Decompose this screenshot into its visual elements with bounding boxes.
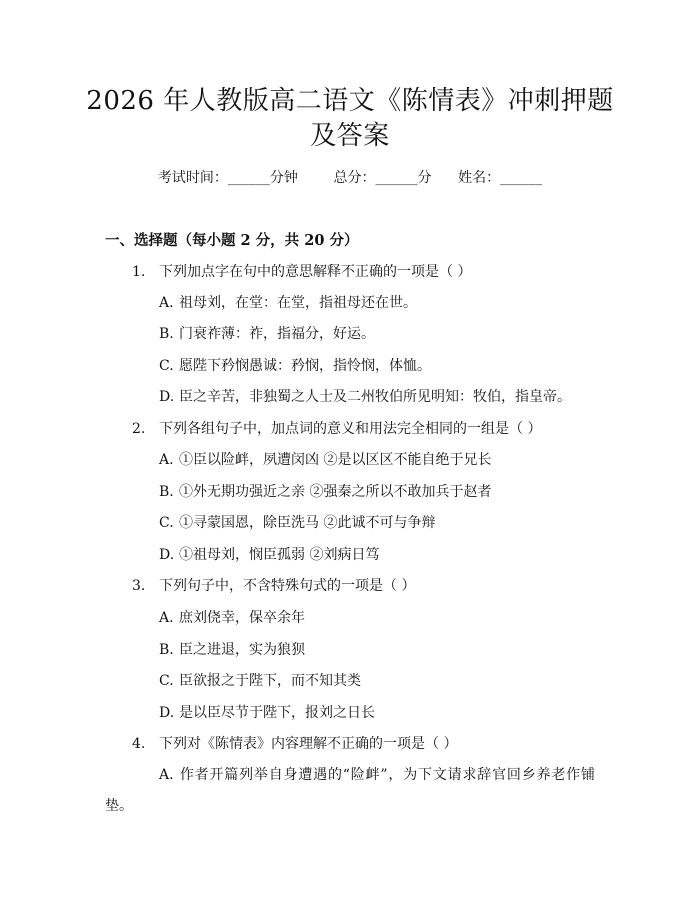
option-text: ①臣以险衅，夙遭闵凶 ②是以区区不能自绝于兄长 — [179, 452, 492, 468]
option-item — [159, 293, 417, 313]
exam-info-line — [0, 168, 700, 188]
option-item — [159, 703, 375, 723]
option-text: ①寻蒙国恩，除臣洗马 ②此诚不可与争辩 — [179, 515, 436, 531]
section-heading: 一、选择题（每小题 2 分，共 20 分） — [105, 232, 359, 249]
option-letter: A. — [159, 610, 174, 626]
time-blank: ______ — [227, 170, 270, 186]
score-blank: ______ — [375, 170, 418, 186]
option-letter: B. — [159, 484, 174, 500]
option-item — [159, 356, 431, 376]
option-letter: D. — [159, 389, 175, 405]
name-label: 姓名： — [458, 170, 501, 186]
score-label: 总分： — [333, 170, 376, 186]
option-item — [159, 608, 305, 628]
option-text: 祖母刘，在堂：在堂，指祖母还在世。 — [179, 295, 417, 311]
option-item — [105, 760, 595, 822]
option-item — [159, 450, 491, 470]
time-label: 考试时间： — [157, 170, 228, 186]
question-stem: 下列各组句子中，加点词的意义和用法完全相同的一组是（ ） — [159, 421, 542, 437]
question-stem: 下列对《陈情表》内容理解不正确的一项是（ ） — [159, 736, 458, 752]
option-item — [159, 482, 491, 502]
option-text: 臣欲报之于陛下，而不知其类 — [179, 673, 361, 689]
option-text: 是以臣尽节于陛下，报刘之日长 — [179, 705, 375, 721]
question-number: 2. — [132, 421, 146, 437]
option-text: 臣之辛苦，非独蜀之人士及二州牧伯所见明知：牧伯，指皇帝。 — [179, 389, 571, 405]
option-text: 臣之进退，实为狼狈 — [179, 642, 305, 658]
name-blank: ______ — [500, 170, 543, 186]
option-text: ①祖母刘，悯臣孤弱 ②刘病日笃 — [179, 547, 380, 563]
question-number: 3. — [132, 578, 146, 594]
option-letter: B. — [159, 642, 174, 658]
option-item — [159, 545, 379, 565]
option-text: 愿陛下矜悯愚诚：矜悯，指怜悯，体恤。 — [179, 358, 431, 374]
question-stem: 下列句子中，不含特殊句式的一项是（ ） — [159, 578, 416, 594]
option-item — [159, 671, 361, 691]
option-item — [159, 640, 305, 660]
document-title-line-2: 及答案 — [310, 121, 390, 151]
option-item — [159, 513, 435, 533]
option-text: 庶刘侥幸，保卒余年 — [179, 610, 305, 626]
question-stem: 下列加点字在句中的意思解释不正确的一项是（ ） — [159, 264, 472, 280]
document-title-line-1: 2026 年人教版高二语文《陈情表》冲刺押题 — [86, 86, 614, 116]
option-letter: C. — [159, 358, 174, 374]
score-unit: 分 — [417, 170, 432, 186]
option-letter: B. — [159, 326, 174, 342]
option-text: 作者开篇列举自身遭遇的“险衅”，为下文请求辞官回乡养老作铺垫。 — [105, 767, 595, 814]
option-letter: A. — [159, 767, 174, 783]
option-letter: A. — [159, 452, 174, 468]
question-number: 1. — [132, 264, 146, 280]
option-letter: D. — [159, 547, 175, 563]
option-letter: D. — [159, 705, 175, 721]
option-item — [159, 387, 571, 407]
time-unit: 分钟 — [269, 170, 298, 186]
option-text: ①外无期功强近之亲 ②强秦之所以不敢加兵于赵者 — [179, 484, 492, 500]
option-item — [159, 324, 375, 344]
option-letter: A. — [159, 295, 174, 311]
question-number: 4. — [132, 736, 146, 752]
option-text: 门衰祚薄：祚，指福分，好运。 — [179, 326, 375, 342]
option-letter: C. — [159, 673, 174, 689]
option-letter: C. — [159, 515, 174, 531]
